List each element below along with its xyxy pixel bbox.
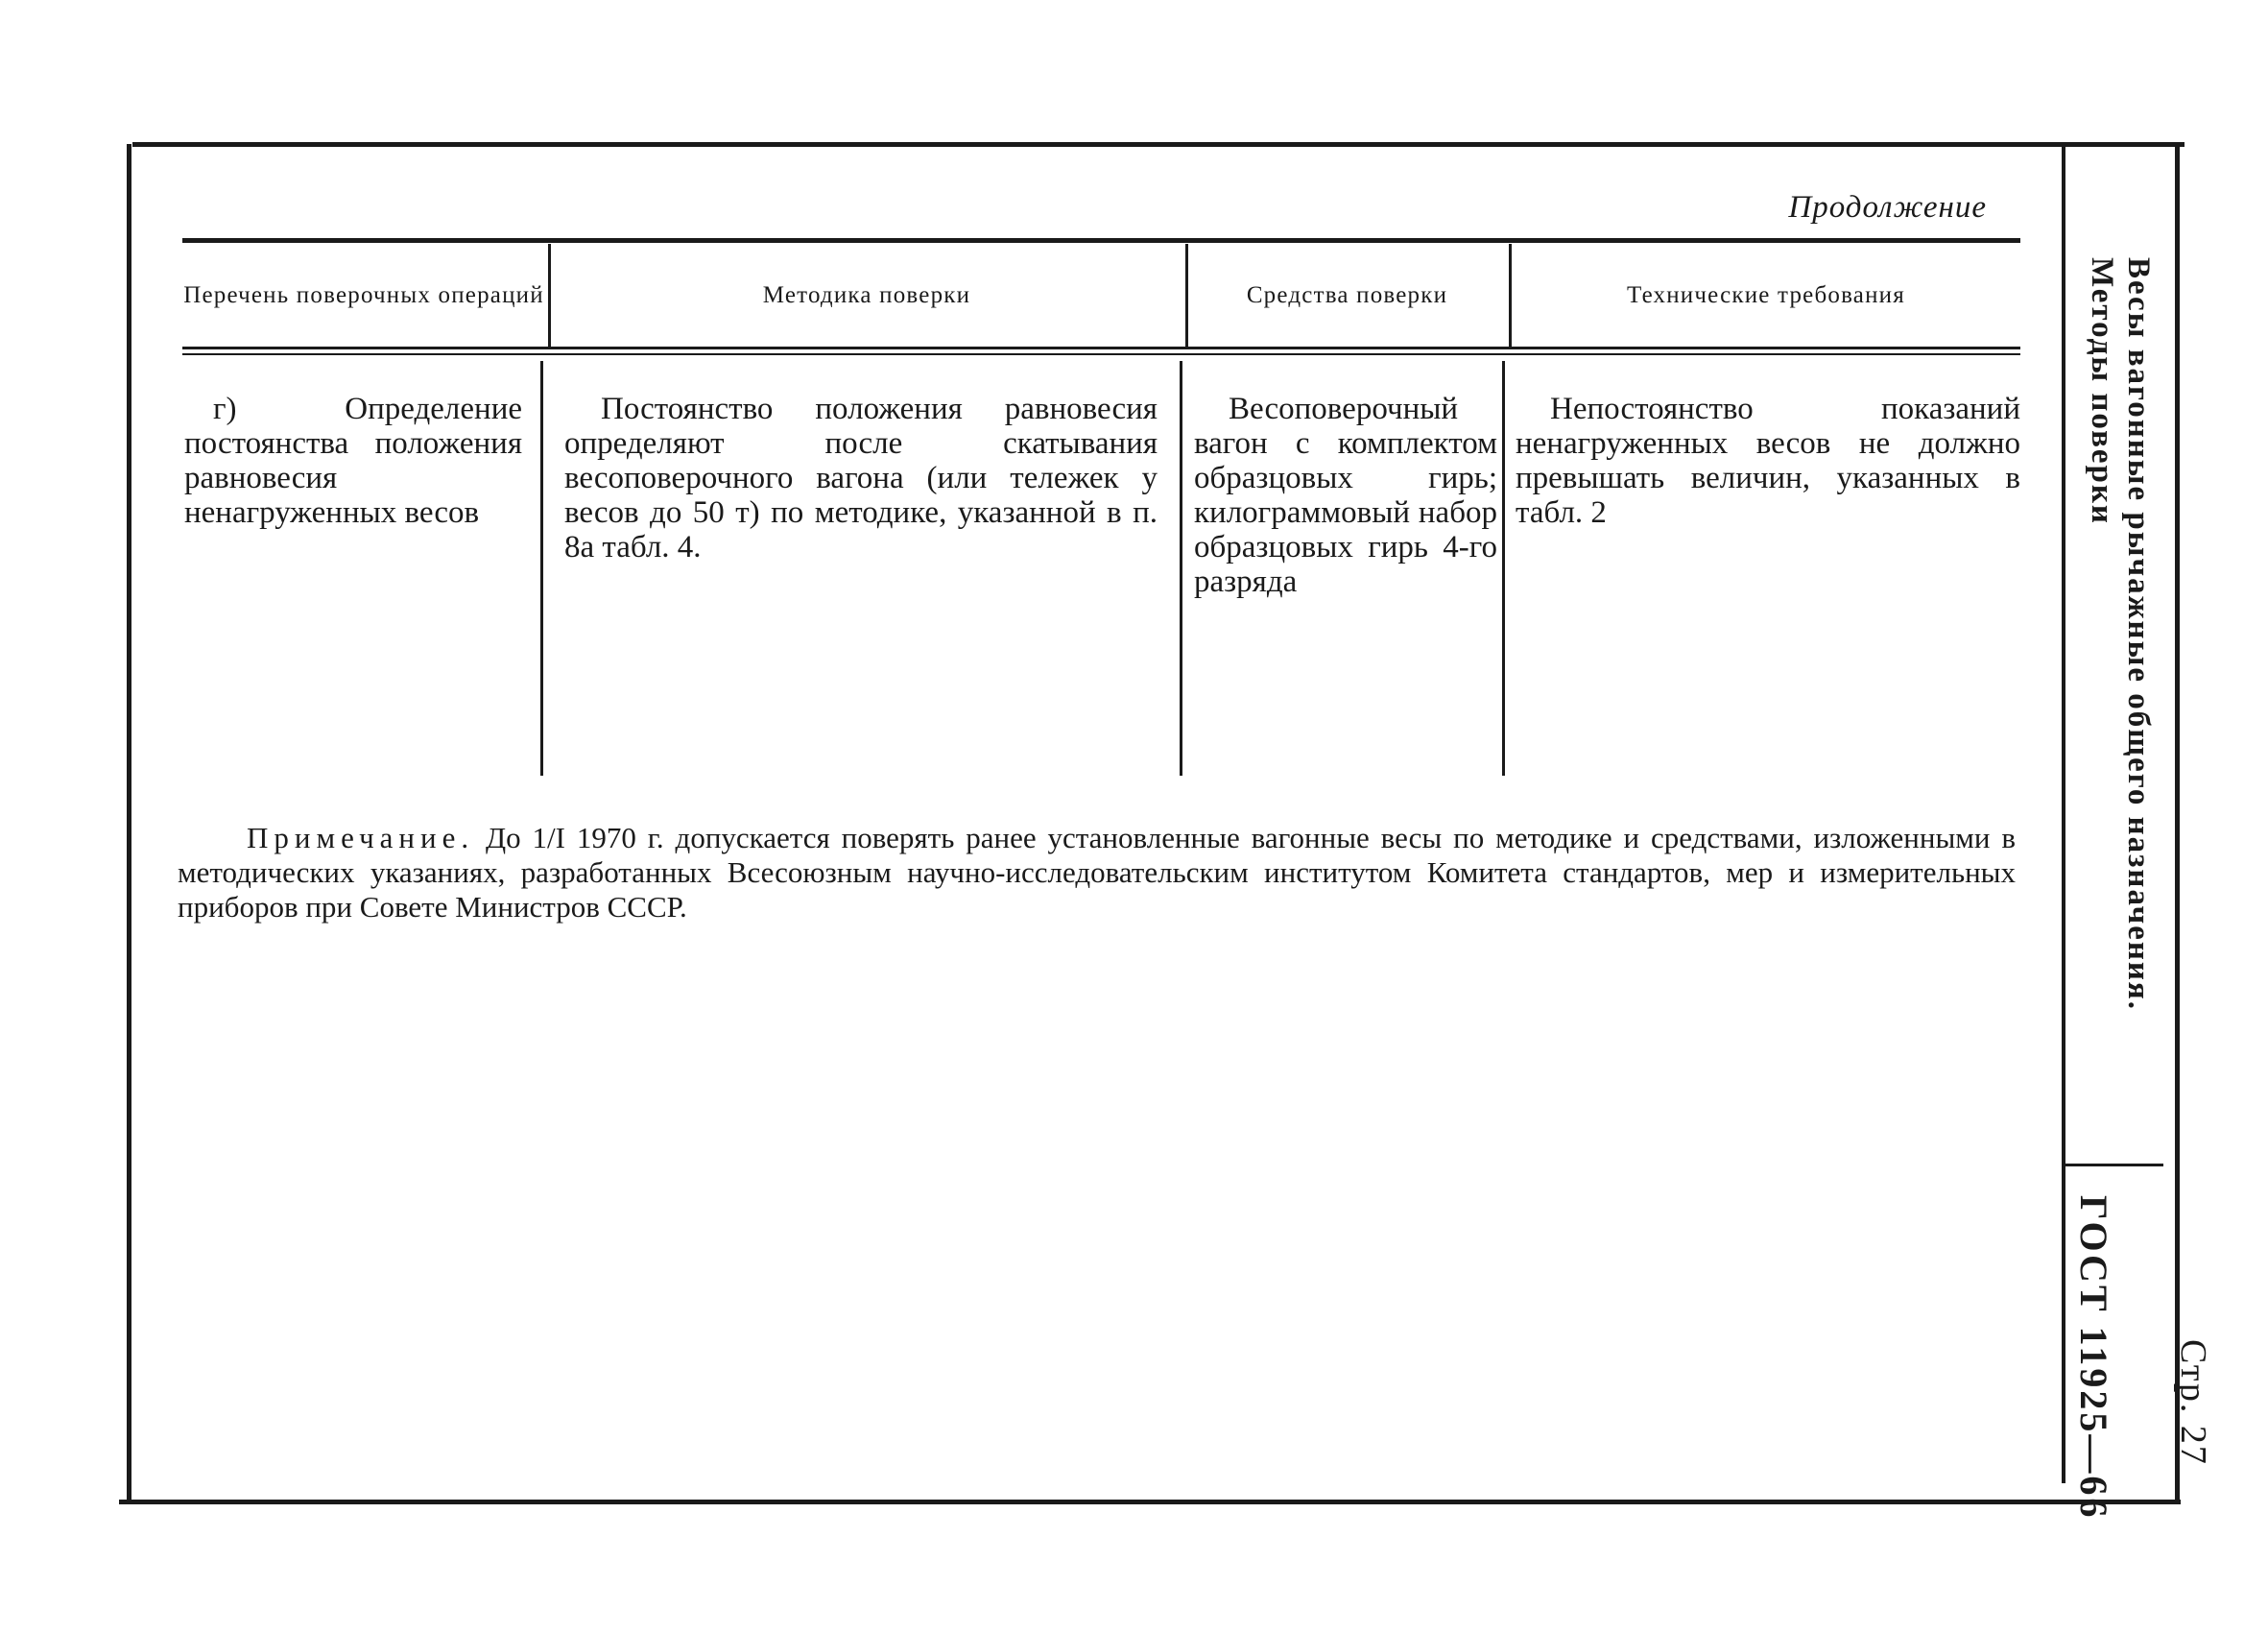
column-divider bbox=[1180, 361, 1182, 776]
header-operations: Перечень поверочных операций bbox=[183, 281, 544, 308]
sidebar-section-divider bbox=[2065, 1164, 2163, 1166]
cell-method-text: Постоянство положения равновесия определяют после скатывания весоповерочного вагона (или тележек у весов до 50 т) по методике, указанной в п. 8а табл. 4. bbox=[564, 392, 1158, 564]
document-title bbox=[2084, 257, 2157, 1011]
table-top-rule bbox=[182, 238, 2020, 243]
frame-bottom-border bbox=[119, 1500, 2181, 1504]
gost-number: ГОСТ 11925—66 bbox=[2072, 1195, 2115, 1521]
header-means: Средства поверки bbox=[1246, 281, 1448, 308]
sidebar-divider bbox=[2062, 144, 2065, 1483]
header-requirements: Технические требования bbox=[1627, 281, 1905, 308]
cell-operation bbox=[184, 392, 522, 530]
frame-left-border bbox=[127, 144, 131, 1503]
column-divider bbox=[1502, 361, 1505, 776]
verification-table bbox=[182, 238, 2020, 776]
cell-means bbox=[1194, 392, 1497, 599]
cell-requirements bbox=[1516, 392, 2020, 530]
note-paragraph bbox=[178, 821, 2016, 925]
header-method: Методика поверки bbox=[762, 281, 971, 308]
frame-top-border bbox=[132, 142, 2184, 147]
cell-requirements-text: Непостоянство показаний ненагруженных весов не должно превышать величин, указанных в табл. 2 bbox=[1516, 392, 2020, 530]
table-header-rule bbox=[182, 347, 2020, 349]
document-title-line1: Весы вагонные рычажные общего назначения. bbox=[2121, 257, 2156, 1012]
column-divider bbox=[540, 361, 543, 776]
document-title-line2: Методы поверки bbox=[2085, 257, 2119, 525]
note-label: Примечание. bbox=[247, 821, 475, 854]
cell-means-text: Весоповерочный вагон с комплектом образцовых гирь; килограммовый набор образцовых гирь 4-го разряда bbox=[1194, 392, 1497, 599]
cell-operation-text: г) Определение постоянства положения равновесия ненагруженных весов bbox=[184, 392, 522, 530]
frame-right-border bbox=[2175, 144, 2180, 1503]
page-number: Стр. 27 bbox=[2173, 1339, 2213, 1466]
continued-label: Продолжение bbox=[1788, 190, 1987, 225]
table-header-rule-double bbox=[182, 353, 2020, 355]
note-text: До 1/I 1970 г. допускается поверять ранее установленные вагонные весы по методике и средствами, изложенными в методических указаниях, разработанных Всесоюзным научно-исследовательским институтом Комитета стандартов, мер и измерительных приборов при Совете Министров СССР. bbox=[178, 821, 2016, 924]
cell-method bbox=[564, 392, 1158, 564]
